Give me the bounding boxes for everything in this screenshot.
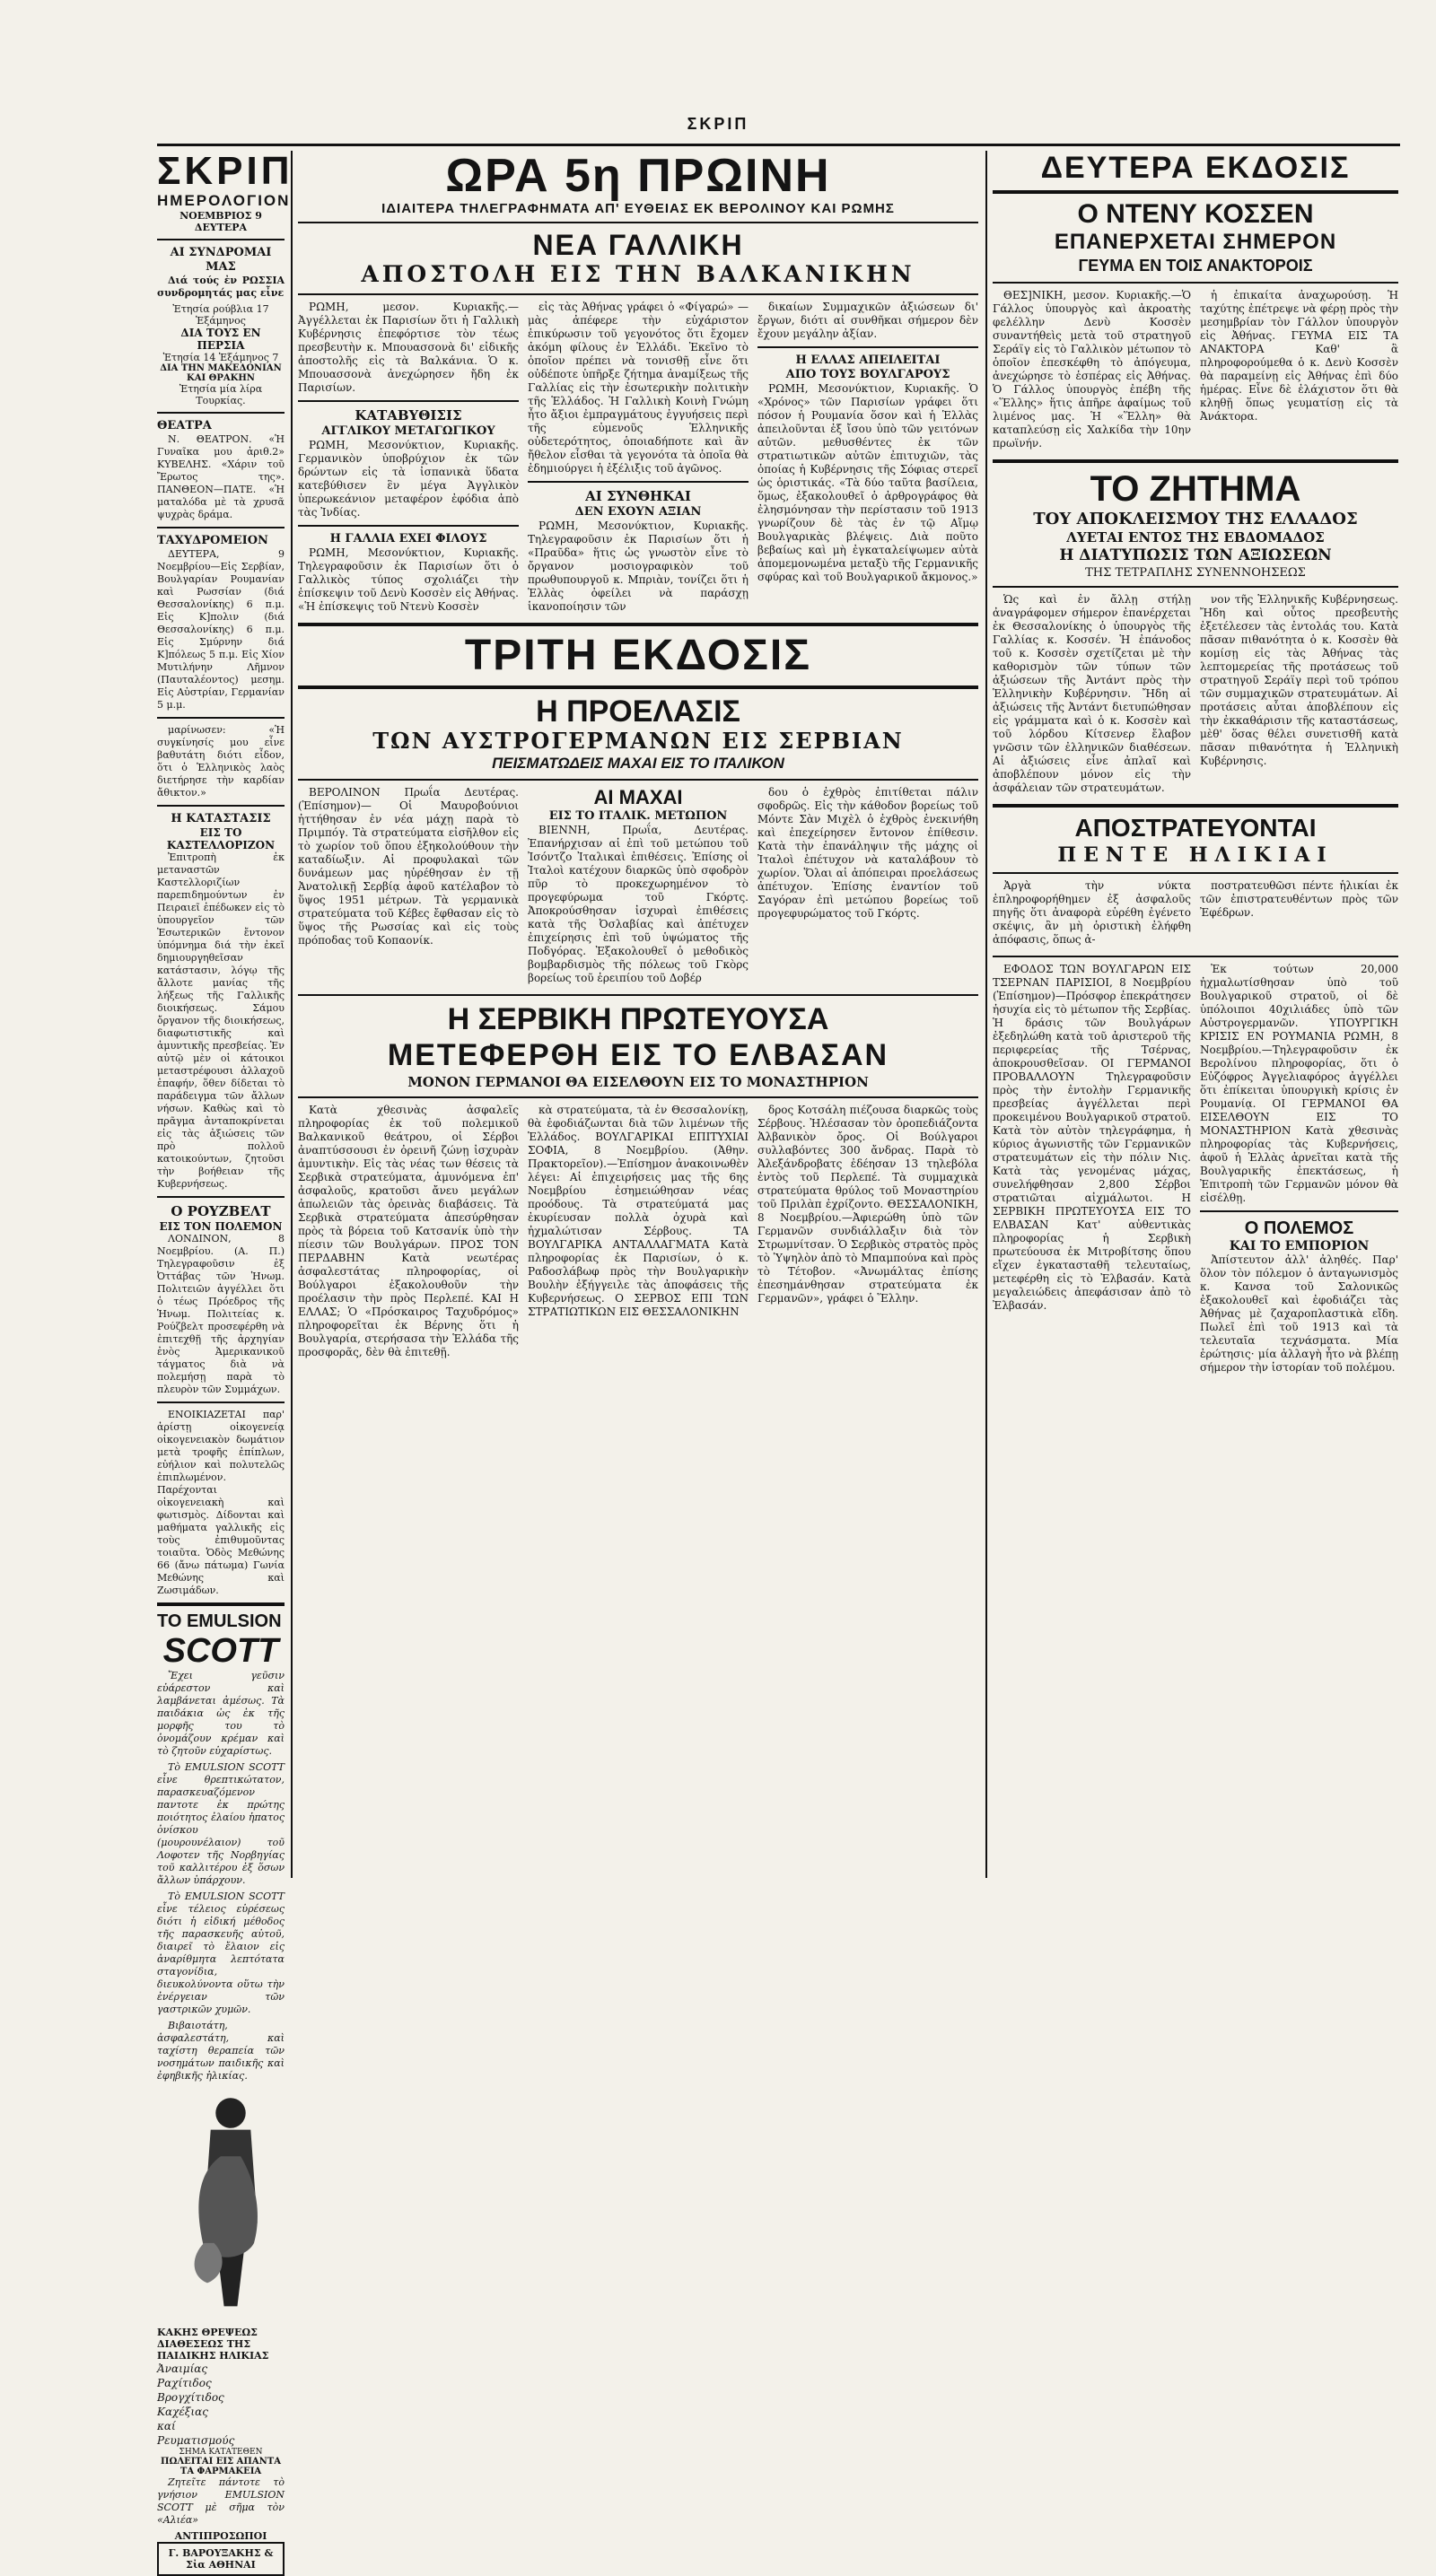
demobilisation-body [993, 879, 1398, 950]
war-trade-title: Ο ΠΟΛΕΜΟΣ [1244, 1218, 1354, 1238]
third-edition-headline: ΤΡΙΤΗ ΕΚΔΟΣΙΣ [464, 632, 812, 679]
list-item: Βρογχίτιδος [157, 2391, 224, 2404]
cossen-title: Ο ΝΤΕΝΥ ΚΟΣΣΕΝ [1077, 199, 1314, 229]
calendar-date: ΝΟΕΜΒΡΙΟΣ 9 ΔΕΥΤΕΡΑ [180, 210, 262, 233]
list-item: Καχέξιας [157, 2406, 208, 2418]
masthead: ΣΚΡΙΠ [157, 149, 293, 193]
french-mission-subtitle: ΑΠΟΣΤΟΛΗ ΕΙΣ ΤΗΝ ΒΑΛΚΑΝΙΚΗΝ [361, 261, 915, 287]
kastellorizo-subtitle: ΕΙΣ ΤΟ ΚΑΣΤΕΛΛΟΡΙΖΟΝ [166, 826, 276, 851]
issue-subheading: ΤΗΣ ΤΕΤΡΑΠΛΗΣ ΣΥΝΕΝΝΟΗΣΕΩΣ [1085, 566, 1306, 580]
page-folio: ΣΚΡΙΠ [687, 115, 749, 133]
second-edition-headline: ΔΕΥΤΕΡΑ ΕΚΔΟΣΙΣ [1040, 151, 1351, 185]
attack-body [993, 963, 1398, 1378]
greece-threatened-title: Η ΕΛΛΑΣ ΑΠΕΙΛΕΙΤΑΙ [795, 354, 941, 367]
roosevelt-subtitle: ΕΙΣ ΤΟΝ ΠΟΛΕΜΟΝ [159, 1220, 283, 1233]
demobilisation-subtitle: ΠΕΝΤΕ ΗΛΙΚΙΑΙ [1057, 843, 1334, 867]
post-text: ΔΕΥΤΕΡΑ, 9 Νοεμβρίου—Εἰς Σερβίαν, Βουλγαρίαν Ρουμανίαν καὶ Ρωσσίαν (διά Θεσσαλονίκης) 6 π.μ. Εἰς Κ]πολιν (διά Θεσσαλονίκης) 6 π.μ. Εἰς Σμύρνην διά Κ]πόλεως 5 π.μ. Εἰς Χίον Μυτιλήνην Λῆμνον (Παυταλέοντος) μεσημ. Εἰς Αὐστρίαν, Γερμανίαν 5 μ.μ. [157, 548, 285, 711]
post-title: ΤΑΧΥΔΡΟΜΕΙΟΝ [157, 534, 268, 547]
issue-title: ΤΟ ΖΗΤΗΜΑ [1090, 469, 1301, 509]
kastellorizo-text: Ἐπιτροπὴ ἐκ μεταναστῶν Καστελλοριζίων παρεπιδημούντων ἐν Πειραιεῖ ἐπέδωκεν εἰς τὸ ὑπουργεῖον τῶν Ἐσωτερικῶν ἔντονον ὑπόμνημα διά τὴν ἐκεῖ δημιουργηθεῖσαν κατάστασιν, λόγῳ τῆς ἄλλοτε μανίας τῆς λήξεως τῆς Γαλλικῆς διοικήσεως. Σάμου ὄργανον τῆς διοικήσεως, διαφωτιστικῆς καὶ ἀμυντικῆς πρεσβείας. Ἐν αὐτῷ μὲν οἱ κάτοικοι μεταστρέφουσι ἀλλαχοῦ ἐπαφήν, ὅθεν δίδεται τὸ παράδειγμα τῶν ἄλλων νήσων. Καθὼς καὶ τὸ πρᾶγμα ἀνταποκρίνεται εἰς τὰς ἀξιώσεις τῶν πρὸ πολλοῦ κατοικούντων, ζητοῦσι τὴν βοήθειαν τῆς Κυβερνήσεως. [157, 851, 285, 1190]
attack-text: Ἐκ τούτων 20,000 ἠχμαλωτίσθησαν ὑπὸ τοῦ Βουλγαρικοῦ στρατοῦ, οἱ δὲ ὑπόλοιποι 40χιλιάδες ὑπὸ τῶν Αὐστρογερμανῶν. ΥΠΟΥΡΓΙΚΗ ΚΡΙΣΙΣ ΕΝ ΡΟΥΜΑΝΙΑ ΡΩΜΗ, 8 Νοεμβρίου.—Τηλεγραφοῦσιν ἐκ Βερολίνου πληροφορίας, ὅτι ὁ Εὐζόφρος Ἀγγελιαφόρος ἀγγέλλει ὅτι ἐπίκειται ὑπουργικὴ κρίσις ἐν Ρουμανίᾳ. ΟΙ ΓΕΡΜΑΝΟΙ ΘΑ ΕΙΣΕΛΘΟΥΝ ΕΙΣ ΤΟ ΜΟΝΑΣΤΗΡΙΟΝ Κατὰ χθεσινὰς πληροφορίας τὰς Κυβερνήσεις, ἀφοῦ ἡ Ἑλλὰς ἀρνεῖται κατὰ τῆς Βουλγαρικῆς ἐπεκτάσεως, ἡ Ἐπιτροπὴ τῶν Γερμανῶν μόνον θὰ εἰσέλθῃ. [1200, 963, 1398, 1204]
emulsion-ad-text: Τὸ EMULSION SCOTT εἶνε τέλειος εὑρέσεως διότι ἡ εἰδική μέθοδος τῆς παρασκευῆς αὐτοῦ, διαιρεῖ τὸ ἔλαιον εἰς ἀναρίθμητα λεπτότατα σταγονίδια, διευκολύνοντα οὕτω τὴν ἐνέργειαν τῶν γαστρικῶν χυμῶν. [157, 1891, 285, 2015]
serbian-capital-body [298, 1104, 978, 1363]
issue-subtitle: ΤΟΥ ΑΠΟΚΛΕΙΣΜΟΥ ΤΗΣ ΕΛΛΑΔΟΣ [1033, 510, 1358, 528]
issue-text: νον τῆς Ἑλληνικῆς Κυβέρνησεως. Ἤδη καὶ οὗτος πρεσβευτὴς ἐξετέλεσεν τὰς ἐντολάς του. Κατὰ πᾶσαν πιθανότητα ὁ κ. Κοσσὲν θὰ κομίσῃ εἰς τὰς Ἀθήνας τὰς λεπτομερείας τῆς προτάσεως τοῦ στρατηγοῦ Σεράϊγ περὶ τοῦ τρόπου τῶν συμμαχικῶν στρατευμάτων. Αἱ προτάσεις αὗται ἀποβλέπουν εἰς τὴν ἐκκαθάρισιν τῆς καταστάσεως, μὲθ' ὅσας θέλει συνετισθῆ κατὰ πᾶσαν πιθανότητα ἡ Ἑλληνικὴ Κυβέρνησις. [1200, 593, 1398, 767]
french-mission-text: εἰς τὰς Ἀθήνας γράφει ὁ «Φίγαρώ» —μὰς ἀπέφερε τὴν εὐχάριστον ἐπικύρωσιν τοῦ γεγονότος ὅτι ἔχομεν ἀκόμη φίλους ἐν Ἑλλάδι. Ἐκεῖνο τὸ ὁποῖον πρέπει νὰ τονισθῇ εἶνε ὅτι οὐδέποτε ὑπῆρξε ζήτημα ἀναμίξεως τῆς Γαλλίας εἰς τὴν ἐσωτερικὴν πολιτικὴν τῆς Ἑλλάδος. Ἡ Γαλλικὴ Κοινὴ Γνώμη ἦτο ἄξιοι ἐμπραγμάτους ἐγγυήσεις περὶ τῆς εὐμενοῦς Ἑλληνικῆς οὐδετερότητος, ὁποιαδήποτε καὶ ἂν ἤθελον εἶσθαι τὰ γεγονότα τὰ ὁποῖα θὰ ἐδημιούργει ἡ ἐξέλιξις τοῦ ἀγῶνος. [528, 301, 749, 475]
genuine-note: Ζητεῖτε πάντοτε τὸ γνήσιον EMULSION SCOTT μὲ σῆμα τὸν «Αλιέα» [157, 2476, 285, 2526]
issue-subsubtitle: ΛΥΕΤΑΙ ΕΝΤΟΣ ΤΗΣ ΕΒΔΟΜΑΔΟΣ [1066, 529, 1325, 546]
cossen-body [993, 289, 1398, 454]
agents-title: ΑΝΤΙΠΡΟΣΩΠΟΙ [174, 2530, 267, 2542]
war-trade-text: Ἀπίστευτον ἀλλ' ἀληθές. Παρ' ὅλον τὸν πόλεμον ὁ ἀνταγωνισμὸς κ. Κανσα τοῦ Σαλονικῶς ἐξακολουθεῖ καὶ ἐφοδιάζει τὰς Ἀθήνας μὲ ζαχαροπλαστικὰ εἴδη. Πωλεῖ ἐπὶ τοῦ 1913 καὶ τὰ τελευταῖα τεχνάσματα. Μία ἐρώτησις· μία ἀλλαγὴ ἦτο νὰ βλέπῃ σήμερον τὴν ἱστορίαν τοῦ πολέμου. [1200, 1253, 1398, 1374]
issue-body [993, 593, 1398, 799]
subscriptions-line: Διά τούς ἐν ΡΩΣΣΙΑ συνδρομητάς μας εἶνε [157, 275, 285, 299]
france-friends-text: ΡΩΜΗ, Μεσονύκτιον, Κυριακῆς. Τηλεγραφοῦσιν ἐκ Παρισίων ὅτι ὁ Γαλλικὸς τύπος σχολιάζει τὴν ἐπίσκεψιν τοῦ Δενὺ Κοσσὲν εἰς Ἀθήνας. «Ἡ ἐπίσκεψις τοῦ Ντενὺ Κοσσὲν [298, 546, 519, 613]
roosevelt-text: ΛΟΝΔΙΝΟΝ, 8 Νοεμβρίου. (Α. Π.) Τηλεγραφοῦσιν ἐξ Ὀττάβας τῶν Ἡνωμ. Πολιτειῶν ἀγγέλλει ὅτι ὁ τέως Πρόεδρος τῆς Ἡνωμ. Πολιτείας κ. Ρούζβελτ προσεφέρθη νὰ ἐπιτεχθῇ τῆς ἀρχηγίαν ἐνὸς Ἀμερικανικοῦ τάγματος διὰ νὰ πολεμήσῃ παρὰ τὸ πλευρὸν τῶν Συμμάχων. [157, 1233, 285, 1395]
subscriptions-line: Ἐτησία μία λίρα Τουρκίας. [179, 383, 263, 406]
demobilisation-text: Ἀργὰ τὴν νύκτα ἐπληροφορήθημεν ἐξ ἀσφαλοῦς πηγῆς ὅτι ἀναφορὰ εὑρέθη ἐγένετο σκέψις, ἂν μὴ ὁριστικὴ ἐλήφθη ἀπόφασις, ὅπως ἀ- [993, 879, 1191, 946]
sinking-title: ΚΑΤΑΒΥΘΙΣΙΣ [355, 407, 462, 424]
advance-title: Η ΠΡΟΕΛΑΣΙΣ [536, 694, 740, 729]
battles-title: ΑΙ ΜΑΧΑΙ [593, 786, 683, 808]
edition-headline: ΩΡΑ 5η ΠΡΩΙΝΗ [445, 150, 831, 202]
list-item: Ἀναιμίας [157, 2362, 208, 2375]
treaties-text: ΡΩΜΗ, Μεσονύκτιον, Κυριακῆς. Τηλεγραφοῦσιν ἐκ Παρισίων ὅτι ἡ «Πραῦδα» ἥτις ὡς γνωστὸν εἶνε τὸ ὄργανον μοσιογραφικὸν τοῦ πρωθυπουργοῦ κ. Μπριὰν, τονίζει ὅτι ἡ Ἑλλὰς ὀφείλει νὰ παράσχῃ ἱκανοποίησιν τῶν [528, 520, 749, 613]
issue-heading: Η ΔΙΑΤΥΠΩΣΙΣ ΤΩΝ ΑΞΙΩΣΕΩΝ [1059, 546, 1332, 564]
subscriptions-line: Ἐτησία ρούβλια 17 Ἑξάμηνος [172, 303, 269, 327]
serbian-capital-subtitle: ΜΕΤΕΦΕΡΘΗ ΕΙΣ ΤΟ ΕΛΒΑΣΑΝ [387, 1038, 889, 1072]
serbian-capital-text: δρος Κοτσάλη πιέζουσα διαρκῶς τοὺς Σέρβους. Ἠλέσασαν τὸν ὀροπεδιάζοντα Ἀλβανικὸν ὄρος. Οἱ Βούλγαροι συλλαβόντες 300 ἄνδρας. Παρὰ τὸ Ἀλεξάνδροβατς ἐδέησαν 13 τηλεβόλα ἐντὸς τοῦ Περλεπέ. Τὰ συμμαχικὰ στρατεύματα θρύλος τοῦ Μοναστηρίου τοῦ Πριλὰπ ἐχρίζοντο. ΘΕΣΣΑΛΟΝΙΚΗ, 8 Νοεμβρίου.—Ἀφιερώθη ὑπὸ τῶν Γερμανῶν συνδιάλλαξιν διὰ τὸν Στρωμνίτσαν. Ὁ Σερβικὸς στρατὸς πρὸς τὸ Ὑψηλὸν ἀπὸ τὸ Μπαμπούνα καὶ πρὸς τὸ Τέτοβον. «Ἀνωμάλτας ἐπίσης ἐπεσημάνθησαν στρατεύματα ἐκ Γερμανῶν», γράφει ὁ Ἕλλην. [757, 1104, 978, 1305]
theatres-title: ΘΕΑΤΡΑ [157, 419, 212, 432]
agents-name: Γ. ΒΑΡΟΥΞΑΚΗΣ & Σἰα ΑΘΗΝΑΙ [157, 2542, 285, 2576]
battles-text-continued: δου ὁ ἐχθρὸς ἐπιτίθεται πάλιν σφοδρῶς. Εἰς τὴν κάθοδον βορείως τοῦ Μόντε Σὰν Μιχὲλ ὁ ἐχθρὸς ἐνεκινήθη καὶ ἐπεχείρησεν ἔντονον ἐπίθεσιν. Κατὰ τὴν ἐπανάληψιν τῆς μάχης οἱ Ἰταλοὶ ἐπέτυχον νὰ καταλάβουν τὸ χωρίον. Ὅλαι αἱ ἀπόπειραι προελάσεως ἀπέτυχον. Ἐπίσης ἐναντίον τοῦ Σαγόραν ἐπὶ μετώπου βορείως τοῦ προγεφυρώματος τοῦ Γκόρτς. [757, 786, 978, 920]
sinking-subtitle: ΑΓΓΛΙΚΟΥ ΜΕΤΑΓΩΓΙΚΟΥ [321, 424, 495, 438]
pharmacy-note: ΠΩΛΕΙΤΑΙ ΕΙΣ ΑΠΑΝΤΑ ΤΑ ΦΑΡΜΑΚΕΙΑ [161, 2457, 281, 2476]
greece-threatened-subtitle: ΑΠΟ ΤΟΥΣ ΒΟΥΛΓΑΡΟΥΣ [785, 368, 950, 381]
serbian-capital-text: Κατὰ χθεσινὰς ἀσφαλεῖς πληροφορίας ἐκ τοῦ πολεμικοῦ Βαλκανικοῦ θεάτρου, οἱ Σέρβοι ἀναπτύσσουσι ἐν ὀρεινῆ ζώνῃ ἰσχυρὰν ἀμυντικὴν. Εἰς τὰς νέας των θέσεις τὰ Σερβικὰ στρατεύματα, ἀμυνόμενα ἐπ' ἀσφαλοῦς, κρατοῦσι ἄνευ μεγάλων ἀπωλειῶν τὰς ὀρεινὰς διαβάσεις. Τὰ Σερβικὰ στρατεύματα ἀπεσύρθησαν πρὸς τὰ βόρεια τοῦ Κατσανίκ ὑπὸ τὴν πίεσιν τῶν Βουλγάρων. ΠΡΟΣ ΤΟΝ ΠΕΡΔΑΒΗΝ Κατὰ νεωτέρας ἀσφαλεστάτας πληροφορίας, οἱ Βούλγαροι ἐξακολουθοῦν τὴν προέλασιν τὴν πρὸς Περλεπέ. ΚΑΙ Η ΕΛΛΑΣ; Ὁ «Πρόσκαιρος Ταχυδρόμος» πληροφορεῖται ἐκ Βέρνης ὅτι ἡ Βουλγαρία, στερήσασα τὴν Ἑλλάδα τῆς προσφορᾶς, δὲν θὰ ἐπιτεθῇ. [298, 1104, 519, 1358]
center-column [298, 151, 978, 1878]
right-column [993, 151, 1398, 1878]
column-rule-left [291, 151, 293, 1878]
sinking-text: ΡΩΜΗ, Μεσονύκτιον, Κυριακῆς. Γερμανικὸν ὑποβρύχιον ἐκ τῶν δρώντων εἰς τὰ ἰσπανικὰ ὕδατα κατεβύθισεν ἓν μέγα Ἀγγλικὸν ὑπερωκεάνιον μεταφέρον ἐφόδια ἀπὸ τὰς Ἰνδίας. [298, 439, 519, 519]
serbian-capital-subsubtitle: ΜΟΝΟΝ ΓΕΡΜΑΝΟΙ ΘΑ ΕΙΣΕΛΘΟΥΝ ΕΙΣ ΤΟ ΜΟΝΑΣΤΗΡΙΟΝ [407, 1074, 869, 1090]
demobilisation-title: ΑΠΟΣΤΡΑΤΕΥΟΝΤΑΙ [1074, 814, 1317, 842]
cossen-subsubtitle: ΓΕΥΜΑ ΕΝ ΤΟΙΣ ΑΝΑΚΤΟΡΟΙΣ [1078, 257, 1313, 275]
list-item: Ρευματισμούς [157, 2434, 235, 2447]
edition-subheadline: ΙΔΙΑΙΤΕΡΑ ΤΗΛΕΓΡΑΦΗΜΑΤΑ ΑΠ' ΕΥΘΕΙΑΣ ΕΚ ΒΕΡΟΛΙΝΟΥ ΚΑΙ ΡΩΜΗΣ [381, 201, 895, 216]
treaties-subtitle: ΔΕΝ ΕΧΟΥΝ ΑΞΙΑΝ [574, 505, 702, 519]
calendar-title: ΗΜΕΡΟΛΟΓΙΟΝ [157, 192, 291, 209]
emulsion-ad-text: Ἔχει γεῦσιν εὐάρεστον καὶ λαμβάνεται ἀμέσως. Τὰ παιδάκια ὡς ἐκ τῆς μορφῆς του τὸ ὀνομάζουν κρέμαν καὶ τὸ ζητοῦν εὐχαρίστως. [157, 1670, 285, 1757]
roosevelt-title: Ο ΡΟΥΖΒΕΛΤ [171, 1203, 271, 1219]
french-mission-title: ΝΕΑ ΓΑΛΛΙΚΗ [532, 229, 744, 261]
trademark-label: ΣΗΜΑ ΚΑΤΑΤΕΘΕΝ [179, 2448, 263, 2457]
advance-body [298, 786, 978, 989]
emulsion-ad-text: Τὸ EMULSION SCOTT εἶνε θρεπτικώτατον, παρασκευαζόμενον παντοτε ἐκ πρώτης ποιότητος ἐλαίου ἡπατος ὀνίσκου (μουρουνέλαιον) τοῦ Λοφοτεν τῆς Νορβηγίας τοῦ καλλιτέρου ἐξ ὅσων ἄλλων ὑπάρχουν. [157, 1761, 285, 1886]
greece-threatened-text: ΡΩΜΗ, Μεσονύκτιον, Κυριακῆς. Ὁ «Χρόνος» τῶν Παρισίων γράφει ὅτι πόσον ἡ Ρουμανία ὅσον καὶ ἡ Ἑλλὰς ἀπειλοῦνται ἐξ ἴσου ὑπὸ τῶν γειτόνων αὐτῶν. μεθυσθέντες ἐκ τῶν στρατιωτικῶν αὐτῶν ἐπιτυχιῶν, τὰς ὁποίας ἡ Κυβέρνησις τῆς Σόφιας στερεῖ ὡς ὁριστικάς. «Τὰ δύο ταῦτα βασίλεια, ὅμως, ἐξακολουθεῖ ὁ ἀρθρογράφος θὰ ἐλησμόνησαν τὴν περίστασιν τοῦ 1913 γνωρίζουν δὲ τὰς ἐν τῷ Αἵμῳ Βουλγαρικὰς βλέψεις. Διὰ ποῦτο βεβαίως καὶ μὴ ἐγκαταλείψωμεν αὐτὰ ἀπομεμονωμένα μεταξὺ τῆς Γερμανικῆς σφύρας καὶ τοῦ Βουλγαρικοῦ ἄκμονος.» [757, 382, 978, 583]
battles-text: ΒΙΕΝΝΗ, Πρωΐα, Δευτέρας. Ἐπανήρχισαν αἱ ἐπὶ τοῦ μετώπου τοῦ Ἰσόντζο Ἰταλικαὶ ἐπιθέσεις. Ἐπίσης οἱ Ἰταλοὶ κατέχουν διαρκῶς ὑπὸ σφοδρὸν πῦρ τὸ προκεχωρημένον τὸ προγεφύρωμα τοῦ Γκόρτς. Ἀποκρούσθησαν ἰσχυραὶ ἐπιθέσεις κατὰ τῆς Ὀσλαβίας καὶ ἀπέτυχεν ἐπιχείρησις ἐπὶ τοῦ ὑψώματος τῆς Ποδγόρας. Ἐξακολουθεῖ ὁ μεθοδικὸς βομβαρδισμὸς τῆς πόλεως τοῦ Γκὸρς βορείως τοῦ ἐρειπίου τοῦ Δοβέρ [528, 824, 749, 984]
war-trade-subtitle: ΚΑΙ ΤΟ ΕΜΠΟΡΙΟΝ [1229, 1239, 1370, 1253]
subscriptions-line: ΔΙΑ ΤΟΥΣ ΕΝ ΠΕΡΣΙΑ [180, 327, 261, 352]
advance-text: ΒΕΡΟΛΙΝΟΝ Πρωΐα Δευτέρας. (Ἐπίσημον)— Οἱ Μαυροβούνιοι ἠττήθησαν ἐν νέα μάχῃ παρὰ τὸ Πριμπόγ. Τὰ στρατεύματα εἰσῆλθον εἰς τὸ χωρίον τοῦ ὅπου ἐξηκολούθουν τὴν καταδίωξιν. Αἱ προφυλακαὶ τῶν δυνάμεων μας ηὑρέθησαν ἐν τῇ Ἀνατολικῇ Σερβίᾳ ἀφοῦ κατέλαβον τὸ ὕψος 1951 μέτρων. Τὰ γερμανικὰ στρατεύματα τοῦ Κέβες ἔφθασαν εἰς τὸ ὕψος τῆς Ρωσσίας καὶ εἰς τοὺς πρόποδας τοῦ Κοπαονίκ. [298, 786, 519, 947]
emulsion-ad-list-title: ΚΑΚΗΣ ΘΡΕΨΕΩΣ ΔΙΑΘΕΣΕΩΣ ΤΗΣ ΠΑΙΔΙΚΗΣ ΗΛΙΚΙΑΣ [157, 2327, 269, 2362]
treaties-title: ΑΙ ΣΥΝΘΗΚΑΙ [585, 488, 691, 504]
attack-text: ΕΦΟΔΟΣ ΤΩΝ ΒΟΥΛΓΑΡΩΝ ΕΙΣ ΤΣΕΡΝΑΝ ΠΑΡΙΣΙΟΙ, 8 Νοεμβρίου (Ἐπίσημον)—Πρόσφορ ἐπεκράτησεν ἡσυχία εἰς τὸ μέτωπον τῆς Σερβίας. Ἡ δράσις τῶν Βουλγάρων ἐξεδηλώθη κατὰ τοῦ ἀριστεροῦ τῆς περιφερείας τῆς Τσέρνας, ἀποκρουσθεῖσαν. ΟΙ ΓΕΡΜΑΝΟΙ ΠΡΟΒΑΛΛΟΥΝ Τηλεγραφοῦσιν πρὸς τὴν ἐντολὴν Γερμανικῆς πρεσβείας ἀγγέλλεται περὶ προκειμένου Βουλγαρικοῦ στρατοῦ. Κατὰ τὸν αὐτὸν τηλεγράφημα, ἡ κύριος ἀγωνιστῆς τῶν Γερμανικῶν στρατευμάτων εἰς τὴν πόλιν Νις. Κατὰ τὰς γενομένας μάχας, συνελήφθησαν 2,800 Σέρβοι στρατιῶται αἰχμάλωτοι. Η ΣΕΡΒΙΚΗ ΠΡΩΤΕΥΟΥΣΑ ΕΙΣ ΤΟ ΕΛΒΑΣΑΝ Κατ' αὐθεντικὰς πληροφορίας ἡ Σερβικὴ πρωτεύουσα ἐκ Μιτροβίτσης ὅπου εἴχεν ἐγκατασταθῆ τελευταίως, μετεφέρθη εἰς τὸ Ἐλβασάν. Κατὰ μεγαλειώδεις ἀπεφάσισαν ἀπὸ τὸ Ἐλβασάν. [993, 963, 1191, 1312]
top-rule [157, 144, 1400, 146]
scott-logo-text: SCOTT [162, 1632, 279, 1670]
french-mission-text: δικαίων Συμμαχικῶν ἀξιώσεων δι' ἔργων, διότι αἱ συνθῆκαι σήμερον δὲν ἔχουν μεγάλην ἀξίαν. [757, 301, 978, 340]
column-rule-right [985, 151, 987, 1878]
fisherman-illustration-icon [177, 2090, 285, 2323]
issue-text: Ὡς καὶ ἐν ἄλλῃ στήλῃ ἀναγράφομεν σήμερον ἐπανέρχεται ἐκ Θεσσαλονίκης ὁ ὑπουργὸς τῆς Γαλλίας κ. Κοσσέν. Ἡ ἐπάνοδος τοῦ κ. Κοσσὲν σχετίζεται μὲ τὴν καθορισμὸν τῶν τύπων τῶν ἀξιώσεων τῆς Ἀντάντ πρὸς τὴν Ἑλληνικὴν Κυβέρνησιν. Ἤδη αἱ ἀξιώσεις τῆς Ἀντάντ διετυπώθησαν εἰς γράμματα καὶ ὁ κ. Κοσσὲν καὶ τοῦ λόρδου Κίτσενερ ἔλαβον γνῶσιν τῶν ἐλληνικῶν διαθέσεων. Αἱ ἀξιώσεις εἶνε ἀπλαῖ καὶ ἀποβλέπουν μόνον εἰς τὴν ἀσφάλειαν τῶν στρατευμάτων. [993, 593, 1191, 794]
list-item: Ραχίτιδος [157, 2377, 212, 2389]
cossen-text: ἡ ἐπικαίτα ἀναχωρούσῃ. Ἡ ταχύτης ἐπέτρεψε νὰ φέρῃ πρὸς τὴν μεσημβρίαν τὸν Γάλλον ὑπουργὸν εἰς Ἀθήνας. ΓΕΥΜΑ ΕΙΣ ΤΑ ΑΝΑΚΤΟΡΑ Καθ' ἃ πληροφορούμεθα ὁ κ. Δενὺ Κοσσὲν θὰ παραμείνῃ εἰς Ἀθήνας ἐπὶ δύο ἡμέρας. Εἶνε δὲ ἐλάχιστον ὅτι θὰ κληθῇ ὅπως γευματίσῃ εἰς τὰ Ἀνάκτορα. [1200, 289, 1398, 423]
quote-text: μαρίνωσεν: «Ἡ συγκίνησίς μου εἶνε βαθυτάτη διότι εἶδον, ὅτι ὁ Ἑλληνικὸς λαὸς διετήρησε τὴν καρδίαν ἄθικτον.» [157, 724, 285, 799]
emulsion-ad-text: Βιβαιοτάτη, ἀσφαλεστάτη, καὶ ταχίστη θεραπεία τῶν νοσημάτων παιδικῆς καὶ ἐφηβικῆς ἡλικίας. [157, 2020, 285, 2082]
left-column [157, 149, 293, 2571]
battles-subtitle: ΕΙΣ ΤΟ ΙΤΑΛΙΚ. ΜΕΤΩΠΟΝ [548, 809, 728, 823]
subscriptions-title: ΑΙ ΣΥΝΔΡΟΜΑΙ ΜΑΣ [170, 246, 272, 274]
emulsion-ad-list [157, 2362, 285, 2448]
cossen-text: ΘΕΣ]ΝΙΚΗ, μεσον. Κυριακῆς.—Ὁ Γάλλος ὑπουργὸς καὶ ἀκροατὴς φελέλλην Δενὺ Κοσσὲν συναντήθεὶς μετὰ τοῦ στρατηγοῦ Σεράϊγ εἰς τὸ Γαλλικὸν μέτωπον τὸ ὁποῖον ἐπεσκέφθη τὸ ἀπόγευμα, ἀνεχώρησε τὸ ἑσπέρας εἰς Ἀθήνας. Ὁ Γάλλος ὑπουργὸς ἐπέβη τῆς «Ἕλλης» ἥτις ἀπῆρε ἀφαίμως τοῦ λιμένος μας. Ἡ «Ἕλλη» θὰ καταπλεύσῃ εἰς Χαλκίδα τὴν 10ην πρωϊνήν. [993, 289, 1191, 450]
cossen-subtitle: ΕΠΑΝΕΡΧΕΤΑΙ ΣΗΜΕΡΟΝ [1054, 230, 1337, 254]
french-mission-body [298, 301, 978, 617]
list-item: καί [157, 2420, 176, 2432]
advance-subtitle: ΤΩΝ ΑΥΣΤΡΟΓΕΡΜΑΝΩΝ ΕΙΣ ΣΕΡΒΙΑΝ [372, 728, 904, 754]
france-friends-title: Η ΓΑΛΛΙΑ ΕΧΕΙ ΦΙΛΟΥΣ [329, 532, 487, 546]
subscriptions-line: ΔΙΑ ΤΗΝ ΜΑΚΕΔΟΝΙΑΝ ΚΑΙ ΘΡΑΚΗΝ [160, 363, 282, 383]
french-mission-text: ΡΩΜΗ, μεσον. Κυριακῆς.—Ἀγγέλλεται ἐκ Παρισίων ὅτι ἡ Γαλλικὴ Κυβέρνησις ἐπεφόρτισε τὸν τέως πρεσβευτὴν κ. Μπουασσονὰ δι' εἰδικῆς ἀποστολῆς εἰς τὰ Βαλκάνια. Ὁ κ. Μπουασσονὰ ἀνεχώρησεν ἤδη ἐκ Παρισίων. [298, 301, 519, 394]
demobilisation-text: ποστρατευθῶσι πέντε ἡλικίαι ἐκ τῶν ἐπιστρατευθέντων πρὸς τῶν Ἐφέδρων. [1200, 879, 1398, 919]
emulsion-ad-title: ΤΟ EMULSION [157, 1611, 282, 1631]
serbian-capital-text: κὰ στρατεύματα, τὰ ἐν Θεσσαλονίκῃ, θὰ ἐφοδιάζωνται διὰ τῶν λιμένων τῆς Ἑλλάδος. ΒΟΥΛΓΑΡΙΚΑΙ ΕΠΙΤΥΧΙΑΙ ΣΟΦΙΑ, 8 Νοεμβρίου. (Ἀθην. Πρακτορεῖον).—Ἐπίσημον ἀνακοινωθὲν λέγει: Αἱ ἐπιχειρήσεις μας τῆς 6ης Νοεμβρίου ἐσημειώθησαν νέας προόδους. Τὰ στρατεύματά μας ἐκυρίευσαν πολλὰ ὀχυρὰ καὶ ἠχμαλώτισαν Σέρβους. ΤΑ ΒΟΥΛΓΑΡΙΚΑ ΑΝΤΑΛΛΑΓΜΑΤΑ Κατὰ πληροφορίας ἐκ Παρισίων, ὁ κ. Ραδοσλάβωφ πρὸς τὴν Βουλγαρικὴν Βουλὴν ἐξήγγειλε τὰς ἀποφάσεις τῆς Κυβερνήσεως. Ο ΣΕΡΒΟΣ ΕΠΙ ΤΩΝ ΣΤΡΑΤΙΩΤΙΚΩΝ ΕΙΣ ΘΕΣΣΑΛΟΝΙΚΗΝ [528, 1104, 749, 1318]
kastellorizo-title: Η ΚΑΤΑΣΤΑΣΙΣ [171, 812, 271, 825]
theatres-text: Ν. ΘΕΑΤΡΟΝ. «Ἡ Γυναῖκα μου ἀριθ.2» ΚΥΒΕΛΗΣ. «Χάριν τοῦ Ἔρωτος της». ΠΑΝΘΕΟΝ—ΠΑΤΕ. «Ἡ ματαλόδα μὲ τὰ χρυσᾶ ψυχρὰς δράμα. [157, 433, 285, 520]
serbian-capital-title: Η ΣΕΡΒΙΚΗ ΠΡΩΤΕΥΟΥΣΑ [447, 1002, 829, 1036]
advance-subsubtitle: ΠΕΙΣΜΑΤΩΔΕΙΣ ΜΑΧΑΙ ΕΙΣ ΤΟ ΙΤΑΛΙΚΟΝ [492, 755, 784, 772]
subscriptions-line: Ἐτησία 14 Ἑξάμηνος 7 [162, 352, 279, 363]
rent-ad-text: ΕΝΟΙΚΙΑΖΕΤΑΙ παρ' ἀρίστῃ οἰκογενείᾳ οἰκογενειακὸν δωμάτιον μετὰ τροφῆς ἐπίπλων, εὐήλιον καὶ πολυτελῶς ἐπιπλωμένον. Παρέχονται οἰκογενειακὴ καὶ φωτισμὸς. Δίδονται καὶ μαθήματα γαλλικῆς εἰς τοὺς ἐπιθυμοῦντας τοιαῦτα. Ὁδὸς Μεθώνης 66 (ἄνω πάτωμα) Γωνία Μεθώνης καὶ Ζωσιμάδων. [157, 1409, 285, 1596]
